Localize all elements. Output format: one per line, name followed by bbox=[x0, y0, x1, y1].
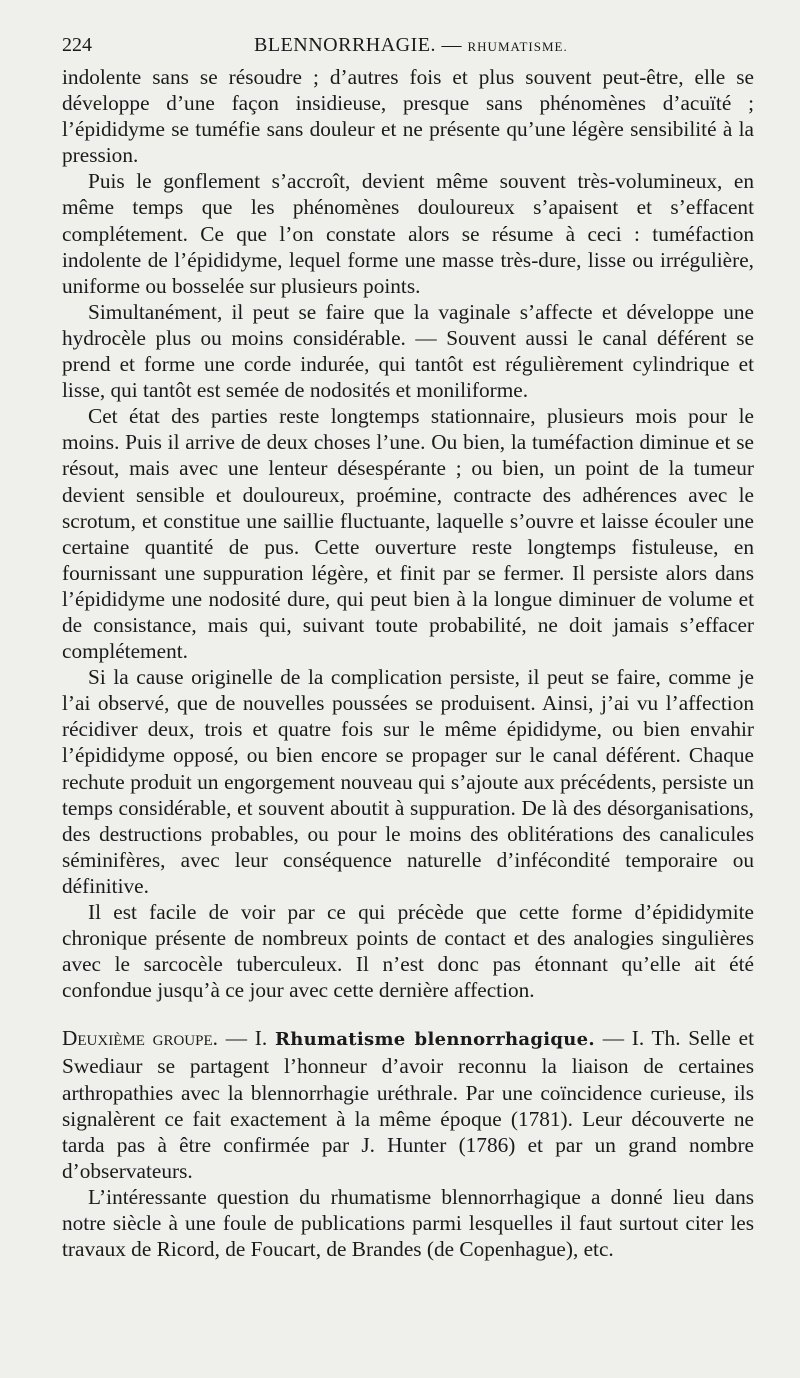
group-dash: — I. bbox=[217, 1026, 275, 1051]
page-number: 224 bbox=[62, 34, 92, 56]
paragraph-3: Simultanément, il peut se faire que la vaginale s’affecte et développe une hydrocèle plus ou moins considérable. — Souvent aussi le canal déférent se prend et forme une corde indurée, qui tantôt est régulièrement cylindrique et lisse, qui tantôt est semée de nodosités et moniliforme. bbox=[62, 299, 754, 403]
running-title bbox=[254, 34, 568, 57]
running-header bbox=[62, 30, 754, 64]
paragraph-6: Il est facile de voir par ce qui précède que cette forme d’épididymite chronique présente de nombreux points de contact et des analogies singulières avec le sarcocèle tuberculeux. Il n’est donc pas étonnant qu’elle ait été confondue jusqu’à ce jour avec cette dernière affection. bbox=[62, 900, 754, 1003]
header-subtitle: RHUMATISME. bbox=[467, 39, 568, 54]
section-text: — I. Th. Selle et Swediaur se partagent l’honneur d’avoir reconnu la liaison de certaines arthropathies avec la blennorrhagie uréthrale. Par une coïncidence curieuse, ils signalèrent ce fait exactement à la même époque (1781). Leur découverte ne tarda pas à être confirmée par J. Hunter (1786) et par un grand nombre d’observateurs. bbox=[62, 1026, 754, 1183]
paragraph-2: Puis le gonflement s’accroît, devient même souvent très-volumineux, en même temps que les phénomènes douloureux s’apaisent et s’effacent complétement. Ce que l’on constate alors se résume à ceci : tuméfaction indolente de l’épididyme, lequel forme une masse très-dure, lisse ou irrégulière, uniforme ou bosselée sur plusieurs points. bbox=[62, 169, 754, 298]
paragraph-1: indolente sans se résoudre ; d’autres fois et plus souvent peut-être, elle se développe d’une façon insidieuse, presque sans phénomènes d’acuïté ; l’épididyme se tuméfie sans douleur et ne présente qu’une légère sensibilité à la pression. bbox=[62, 65, 754, 168]
section-paragraph bbox=[62, 1025, 754, 1184]
paragraph-4: Cet état des parties reste longtemps stationnaire, plusieurs mois pour le moins. Puis il arrive de deux choses l’une. Ou bien, la tuméfaction diminue et se résout, mais avec une lenteur désespérante ; ou bien, un point de la tumeur devient sensible et douloureux, proémine, contracte des adhérences avec le scrotum, et constitue une saillie fluctuante, laquelle s’ouvre et laisse écouler une certaine quantité de pus. Cette ouverture reste longtemps fistuleuse, en fournissant une suppuration légère, et finit par se fermer. Il persiste alors dans l’épididyme une nodosité dure, qui peut bien à la longue diminuer de volume et de consistance, mais qui, suivant toute probabilité, ne doit jamais s’effacer complétement. bbox=[62, 404, 754, 664]
paragraph-last: L’intéressante question du rhumatisme blennorrhagique a donné lieu dans notre siècle à une foule de publications parmi lesquelles il faut surtout citer les travaux de Ricord, de Foucart, de Brandes (de Copenhague), etc. bbox=[62, 1184, 754, 1262]
section-heading: Rhumatisme blennorrhagique. bbox=[274, 1029, 595, 1051]
paragraph-5: Si la cause originelle de la complication persiste, il peut se faire, comme je l’ai observé, que de nouvelles poussées se produisent. Ainsi, j’ai vu l’affection récidiver deux, trois et quatre fois sur le même épididyme, ou bien envahir l’épididyme opposé, ou bien encore se propager sur le canal déférent. Chaque rechute produit un engorgement nouveau qui s’ajoute aux précédents, persiste un temps considérable, et souvent aboutit à suppuration. De là des désorganisations, des destructions probables, ou pour le moins des oblitérations des canalicules séminifères, avec leur conséquence naturelle d’infécondité temporaire ou définitive. bbox=[62, 665, 754, 898]
header-separator: — bbox=[436, 34, 468, 56]
group-label: Deuxième groupe. bbox=[62, 1026, 218, 1051]
header-title: BLENNORRHAGIE. bbox=[254, 34, 436, 56]
body-text bbox=[62, 64, 754, 1262]
